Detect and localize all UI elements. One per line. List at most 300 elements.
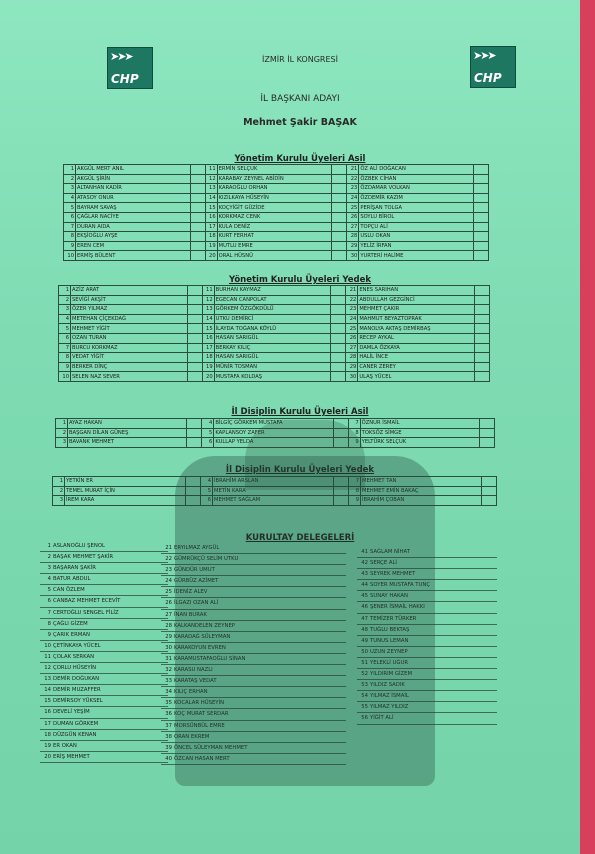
row-number: 6 xyxy=(64,212,76,222)
member-name: MEHMET SAĞLAM xyxy=(213,496,334,506)
row-number: 30 xyxy=(347,251,359,261)
blank-cell xyxy=(475,314,490,324)
row-number: 2 xyxy=(64,174,76,184)
delegate-number: 37 xyxy=(165,722,172,729)
delegate-name: GÜMRÜKÇÜ SELİM UTKU xyxy=(174,556,239,563)
blank-cell xyxy=(331,333,346,343)
row-number: 6 xyxy=(201,496,213,506)
blank-cell xyxy=(331,362,346,372)
delegate-name: BATUR ABDUL xyxy=(53,576,91,583)
table-row xyxy=(59,353,490,363)
member-name: BAŞGAN DİLAN GÜNEŞ xyxy=(68,428,187,438)
table-row xyxy=(64,241,489,251)
delegate-name: ÖZCAN HASAN MERT xyxy=(174,755,230,762)
delegate-number: 3 xyxy=(47,565,51,572)
section-title-disiplin-asil: İl Disiplin Kurulu Üyeleri Asil xyxy=(231,407,369,417)
row-number: 24 xyxy=(346,314,358,324)
blank-cell xyxy=(475,286,490,296)
member-name: ULAŞ YÜCEL xyxy=(358,372,475,382)
delegate-item xyxy=(40,752,168,763)
member-name: KORKMAZ CENK xyxy=(217,212,332,222)
delegate-item xyxy=(40,541,168,552)
member-name: MUTLU EMRE xyxy=(217,241,332,251)
blank-cell xyxy=(331,324,346,334)
table-row xyxy=(59,305,490,315)
delegate-number: 56 xyxy=(361,715,368,722)
delegate-item xyxy=(40,563,168,574)
blank-cell xyxy=(475,333,490,343)
delegate-name: GÜNDÜR UMUT xyxy=(174,567,215,574)
member-name: MEHMET TAN xyxy=(361,477,482,487)
table-row xyxy=(64,251,489,261)
row-number: 4 xyxy=(59,314,71,324)
delegate-number: 20 xyxy=(44,753,51,760)
member-name: YETKİN ER xyxy=(65,477,186,487)
delegate-name: KOÇ MURAT SERDAR xyxy=(174,711,229,718)
member-name: ÖZDAMAR VOLKAN xyxy=(359,184,474,194)
delegate-item xyxy=(40,630,168,641)
delegate-name: ERYILMAZ AYGÜL xyxy=(174,545,220,551)
blank-cell xyxy=(331,343,346,353)
delegate-number: 31 xyxy=(165,655,172,662)
delegate-name: DEVELİ YEŞİM xyxy=(53,709,90,716)
member-name: ÖZNUR İSMAİL xyxy=(360,419,479,429)
member-name: HASAN SARIGÜL xyxy=(214,333,331,343)
delegate-number: 1 xyxy=(47,543,51,549)
delegate-name: ÇARIK ERMAN xyxy=(53,631,90,638)
table-row xyxy=(64,232,489,242)
delegate-number: 46 xyxy=(361,604,368,611)
delegate-name: CAN ÖZLEM xyxy=(53,587,85,594)
row-number: 9 xyxy=(349,496,361,506)
blank-cell xyxy=(187,305,202,315)
blank-cell xyxy=(332,212,347,222)
member-name: DAMLA ÖZKAYA xyxy=(358,343,475,353)
member-name: ÖZDEMİR KAZIM xyxy=(359,193,474,203)
delegate-name: YILMAZ İSMAİL xyxy=(370,693,409,700)
candidate-role: İL BAŞKANI ADAYI xyxy=(260,94,340,104)
delegate-item xyxy=(40,685,168,696)
blank-cell xyxy=(187,353,202,363)
blank-cell xyxy=(190,203,205,213)
photo-shadow-body xyxy=(175,456,435,786)
table-row xyxy=(64,222,489,232)
delegate-name: ORAN EKREM xyxy=(174,733,210,740)
table-row xyxy=(59,295,490,305)
member-name: BURCU KORKMAZ xyxy=(71,343,188,353)
blank-cell xyxy=(332,203,347,213)
row-number: 2 xyxy=(53,486,65,496)
table-row xyxy=(59,372,490,382)
blank-cell xyxy=(474,203,489,213)
delegate-item xyxy=(40,608,168,619)
blank-cell xyxy=(474,241,489,251)
table-row xyxy=(59,333,490,343)
delegate-number: 42 xyxy=(361,560,368,567)
delegate-name: UZUN ZEYNEP xyxy=(370,648,408,655)
blank-cell xyxy=(190,222,205,232)
row-number: 17 xyxy=(205,222,217,232)
table-row xyxy=(59,362,490,372)
blank-cell xyxy=(190,212,205,222)
blank-cell xyxy=(187,286,202,296)
member-name: HASAN SARIGÜL xyxy=(214,353,331,363)
delegate-name: DEMİRSOY YÜKSEL xyxy=(53,698,103,705)
member-name: PERİŞAN TOLGA xyxy=(359,203,474,213)
chp-logo-left: ➤➤➤ CHP xyxy=(107,47,153,89)
blank-cell xyxy=(187,438,202,448)
delegate-item xyxy=(40,652,168,663)
row-number: 5 xyxy=(201,486,213,496)
member-name: DURAN AIDA xyxy=(76,222,191,232)
row-number: 6 xyxy=(59,333,71,343)
delegate-number: 25 xyxy=(165,589,172,596)
member-name: GÖRKEM ÖZGÖKDÜLÜ xyxy=(214,305,331,315)
row-number: 7 xyxy=(349,477,361,487)
member-name: UTKU DEMİRCİ xyxy=(214,314,331,324)
blank-cell xyxy=(480,438,495,448)
row-number: 10 xyxy=(59,372,71,382)
table-row xyxy=(59,324,490,334)
member-name: MEHMET ÇAKIR xyxy=(358,305,475,315)
delegate-number: 13 xyxy=(44,676,51,683)
delegate-name: MORSÜNBÜL EMRE xyxy=(174,722,225,729)
row-number: 23 xyxy=(346,305,358,315)
table-row xyxy=(59,343,490,353)
delegate-number: 34 xyxy=(165,689,172,696)
member-name: ALTANHAN KADİR xyxy=(76,184,191,194)
member-name: AZİZ ARAT xyxy=(71,286,188,296)
member-name: YURTERİ HALİME xyxy=(359,251,474,261)
delegate-number: 4 xyxy=(47,576,51,583)
member-name: ÖZER YILMAZ xyxy=(71,305,188,315)
member-name: BERKAY KILIÇ xyxy=(214,343,331,353)
blank-cell xyxy=(474,222,489,232)
delegate-name: KARADAĞ SÜLEYMAN xyxy=(174,633,231,640)
row-number: 16 xyxy=(202,333,214,343)
delegate-name: BAŞAK MEHMET ŞAKİR xyxy=(53,554,114,561)
delegate-number: 33 xyxy=(165,678,172,685)
member-name: BURHAN KAYMAZ xyxy=(214,286,331,296)
blank-cell xyxy=(332,241,347,251)
blank-cell xyxy=(187,324,202,334)
blank-cell xyxy=(187,333,202,343)
row-number: 12 xyxy=(202,295,214,305)
delegate-number: 43 xyxy=(361,571,368,578)
member-name: METİN KARA xyxy=(213,486,334,496)
delegate-name: SAĞLAM NİHAT xyxy=(370,549,411,555)
delegate-number: 28 xyxy=(165,622,172,629)
member-name: EKŞİOĞLU AYŞE xyxy=(76,232,191,242)
row-number: 22 xyxy=(346,295,358,305)
member-name: KULLAP YELDA xyxy=(214,438,333,448)
delegate-number: 6 xyxy=(47,598,51,605)
delegate-number: 18 xyxy=(44,731,51,738)
delegate-name: ÇORLU HÜSEYİN xyxy=(53,665,97,672)
member-name: BERKER DİNÇ xyxy=(71,362,188,372)
delegate-number: 48 xyxy=(361,626,368,633)
blank-cell xyxy=(332,251,347,261)
delegate-name: SERÇE ALİ xyxy=(370,560,397,567)
blank-cell xyxy=(475,324,490,334)
six-arrows-icon: ➤➤➤ xyxy=(473,49,495,62)
delegate-item xyxy=(40,641,168,652)
member-name: ATASOY ONUR xyxy=(76,193,191,203)
member-name: İBRAHİM ÇOBAN xyxy=(361,496,482,506)
row-number: 11 xyxy=(205,165,217,175)
delegate-name: YILMAZ YILDIZ xyxy=(370,704,409,711)
member-name: KARAOĞLU ORHAN xyxy=(217,184,332,194)
delegate-name: KARAMUSTAFAOĞLU SİNAN xyxy=(174,655,246,662)
member-name: KULA DENİZ xyxy=(217,222,332,232)
table-row xyxy=(59,314,490,324)
delegate-name: KARAKOYUN EVREN xyxy=(174,644,226,651)
blank-cell xyxy=(187,343,202,353)
six-arrows-icon: ➤➤➤ xyxy=(110,50,132,63)
blank-cell xyxy=(475,295,490,305)
member-name: MEHMET YİĞİT xyxy=(71,324,188,334)
blank-cell xyxy=(474,184,489,194)
delegate-number: 50 xyxy=(361,648,368,655)
member-name: ÖZ ALİ DOĞACAN xyxy=(359,165,474,175)
member-name: EREN CEM xyxy=(76,241,191,251)
blank-cell xyxy=(474,251,489,261)
delegate-name: SEYREK MEHMET xyxy=(370,571,416,578)
blank-cell xyxy=(331,372,346,382)
row-number: 8 xyxy=(59,353,71,363)
delegate-item xyxy=(40,707,168,718)
kurultay-column-1 xyxy=(40,541,168,763)
delegate-name: GÜRBÜZ AZİMET xyxy=(174,578,219,585)
row-number: 21 xyxy=(347,165,359,175)
row-number: 25 xyxy=(347,203,359,213)
delegate-name: DÜZGÜN KENAN xyxy=(53,731,97,738)
row-number: 7 xyxy=(59,343,71,353)
delegate-number: 26 xyxy=(165,600,172,607)
row-number: 23 xyxy=(347,184,359,194)
blank-cell xyxy=(190,184,205,194)
delegate-number: 30 xyxy=(165,644,172,651)
delegate-name: KARATAŞ VEDAT xyxy=(174,678,217,685)
delegate-name: ÖNCEL SÜLEYMAN MEHMET xyxy=(174,744,248,751)
row-number: 4 xyxy=(202,419,214,429)
delegate-item xyxy=(40,574,168,585)
delegate-number: 9 xyxy=(47,631,51,638)
delegate-number: 55 xyxy=(361,704,368,711)
member-name: AKGÜL MERT ANIL xyxy=(76,165,191,175)
delegate-number: 21 xyxy=(165,545,172,551)
row-number: 28 xyxy=(347,232,359,242)
blank-cell xyxy=(331,295,346,305)
row-number: 25 xyxy=(346,324,358,334)
delegate-item xyxy=(40,596,168,607)
delegate-number: 10 xyxy=(44,642,51,649)
blank-cell xyxy=(475,362,490,372)
row-number: 17 xyxy=(202,343,214,353)
delegate-name: DEMİR MUZAFFER xyxy=(53,687,101,694)
member-name: KOÇYİĞİT GÜZİDE xyxy=(217,203,332,213)
delegate-name: YILDIRIM GİZEM xyxy=(370,671,413,678)
delegate-item xyxy=(40,619,168,630)
delegate-number: 38 xyxy=(165,733,172,740)
row-number: 20 xyxy=(202,372,214,382)
delegate-number: 39 xyxy=(165,744,172,751)
member-name: SOYLU BİROL xyxy=(359,212,474,222)
row-number: 30 xyxy=(346,372,358,382)
member-name: ORAL HÜSNÜ xyxy=(217,251,332,261)
delegate-name: ERİŞ MEHMET xyxy=(53,753,90,760)
member-name: AYAZ HAKAN xyxy=(68,419,187,429)
delegate-name: KOCALAR HÜSEYİN xyxy=(174,700,225,707)
row-number: 14 xyxy=(205,193,217,203)
delegate-name: KALKANDELEN ZEYNEP xyxy=(174,622,236,629)
delegate-name: KARASU NAZLI xyxy=(174,667,213,674)
row-number: 1 xyxy=(56,419,68,429)
delegate-item xyxy=(40,741,168,752)
delegate-item xyxy=(40,696,168,707)
blank-cell xyxy=(190,174,205,184)
delegate-number: 2 xyxy=(47,554,51,561)
red-background-edge xyxy=(580,0,595,854)
table-row xyxy=(64,212,489,222)
member-name: İREM KARA xyxy=(65,496,186,506)
delegate-number: 29 xyxy=(165,633,172,640)
row-number: 7 xyxy=(64,222,76,232)
blank-cell xyxy=(332,184,347,194)
blank-cell xyxy=(474,165,489,175)
table-yonetim-asil xyxy=(63,164,489,261)
table-row xyxy=(64,184,489,194)
blank-cell xyxy=(190,165,205,175)
member-name: İLAYDA TOĞANA KÖYLÜ xyxy=(214,324,331,334)
member-name: KARABAY ZEYNEL ABİDİN xyxy=(217,174,332,184)
table-row xyxy=(64,174,489,184)
row-number: 26 xyxy=(347,212,359,222)
row-number: 5 xyxy=(202,428,214,438)
member-name: BAVANK MEHMET xyxy=(68,438,187,448)
member-name: TEMEL MURAT İÇİN xyxy=(65,486,186,496)
row-number: 24 xyxy=(347,193,359,203)
blank-cell xyxy=(331,305,346,315)
row-number: 9 xyxy=(348,438,360,448)
row-number: 22 xyxy=(347,174,359,184)
member-name: MUSTAFA KOLDAŞ xyxy=(214,372,331,382)
row-number: 19 xyxy=(205,241,217,251)
member-name: ENES SARIHAN xyxy=(358,286,475,296)
row-number: 21 xyxy=(346,286,358,296)
blank-cell xyxy=(475,353,490,363)
row-number: 1 xyxy=(53,477,65,487)
delegate-number: 36 xyxy=(165,711,172,718)
member-name: MÜNİR TOSMAN xyxy=(214,362,331,372)
blank-cell xyxy=(190,193,205,203)
delegate-number: 8 xyxy=(47,620,51,627)
row-number: 14 xyxy=(202,314,214,324)
delegate-name: TEMİZER TÜRKER xyxy=(370,615,417,622)
delegate-number: 41 xyxy=(361,549,368,555)
delegate-number: 47 xyxy=(361,615,368,622)
delegate-name: TUĞLU BEKTAŞ xyxy=(370,626,410,633)
row-number: 2 xyxy=(59,295,71,305)
delegate-name: ÇETİNKAYA YÜCEL xyxy=(53,642,101,649)
delegate-item xyxy=(40,663,168,674)
delegate-name: ŞENER İSMAİL HAKKI xyxy=(370,604,425,611)
row-number: 27 xyxy=(347,222,359,232)
delegate-number: 15 xyxy=(44,698,51,705)
delegate-name: YELEKLİ UĞUR xyxy=(370,659,409,666)
blank-cell xyxy=(475,305,490,315)
blank-cell xyxy=(331,353,346,363)
blank-cell xyxy=(190,241,205,251)
delegate-item xyxy=(40,719,168,730)
congress-title: İZMİR İL KONGRESİ xyxy=(262,55,338,64)
blank-cell xyxy=(332,174,347,184)
member-name: ABDULLAH GEZGİNCİ xyxy=(358,295,475,305)
blank-cell xyxy=(482,496,497,506)
member-name: RECEP AYKAL xyxy=(358,333,475,343)
member-name: TOPÇU ALİ xyxy=(359,222,474,232)
member-name: MANOLYA AKTAŞ DEMİRBAŞ xyxy=(358,324,475,334)
blank-cell xyxy=(187,428,202,438)
member-name: MEHMET EMİN BAKAÇ xyxy=(361,486,482,496)
member-name: EGECAN CANPOLAT xyxy=(214,295,331,305)
delegate-number: 14 xyxy=(44,687,51,694)
blank-cell xyxy=(187,372,202,382)
row-number: 7 xyxy=(348,419,360,429)
candidate-name: Mehmet Şakir BAŞAK xyxy=(243,117,357,128)
delegate-item xyxy=(40,730,168,741)
delegate-number: 45 xyxy=(361,593,368,600)
member-name: YELTÜRK SELÇUK xyxy=(360,438,479,448)
blank-cell xyxy=(474,232,489,242)
delegate-name: ASLANOĞLU ŞENOL xyxy=(53,543,105,549)
member-name: METEHAN ÇİÇEKDAĞ xyxy=(71,314,188,324)
row-number: 5 xyxy=(59,324,71,334)
member-name: HALİL İNCE xyxy=(358,353,475,363)
row-number: 16 xyxy=(205,212,217,222)
blank-cell xyxy=(482,477,497,487)
delegate-item xyxy=(40,585,168,596)
row-number: 18 xyxy=(202,353,214,363)
delegate-name: ER OKAN xyxy=(53,742,77,749)
delegate-name: CANBAZ MEHMET ECEVİT xyxy=(53,598,121,605)
row-number: 27 xyxy=(346,343,358,353)
blank-cell xyxy=(480,419,495,429)
member-name: AKGÜL ŞİRİN xyxy=(76,174,191,184)
row-number: 13 xyxy=(202,305,214,315)
member-name: ÖZBEK CİHAN xyxy=(359,174,474,184)
blank-cell xyxy=(332,193,347,203)
member-name: BİLGİÇ GÖRKEM MUSTAFA xyxy=(214,419,333,429)
delegate-number: 49 xyxy=(361,637,368,644)
member-name: KAPLANSOY ZAFER xyxy=(214,428,333,438)
delegate-number: 23 xyxy=(165,567,172,574)
delegate-name: SOYER MUSTAFA TUNÇ xyxy=(370,582,431,589)
blank-cell xyxy=(187,362,202,372)
blank-cell xyxy=(187,419,202,429)
row-number: 6 xyxy=(202,438,214,448)
row-number: 10 xyxy=(64,251,76,261)
blank-cell xyxy=(482,486,497,496)
row-number: 1 xyxy=(64,165,76,175)
row-number: 26 xyxy=(346,333,358,343)
delegate-number: 35 xyxy=(165,700,172,707)
row-number: 3 xyxy=(64,184,76,194)
blank-cell xyxy=(474,193,489,203)
member-name: ERMİN SELÇUK xyxy=(217,165,332,175)
section-title-yonetim-yedek: Yönetim Kurulu Üyeleri Yedek xyxy=(228,275,372,285)
blank-cell xyxy=(475,372,490,382)
